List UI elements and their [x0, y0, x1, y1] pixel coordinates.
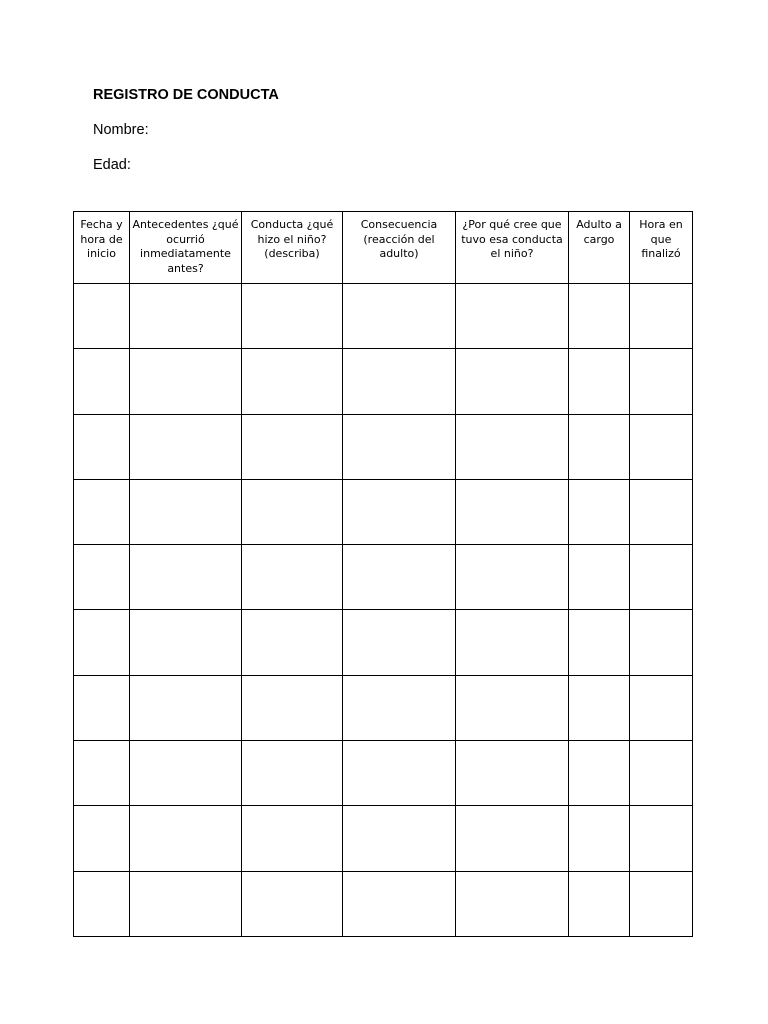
- table-cell: [130, 741, 242, 806]
- table-row: [74, 284, 693, 349]
- table-cell: [630, 741, 693, 806]
- table-cell: [630, 479, 693, 544]
- table-cell: [242, 414, 343, 479]
- table-row: [74, 349, 693, 414]
- table-row: [74, 545, 693, 610]
- table-cell: [74, 806, 130, 871]
- header-hora-finalizo: Hora en que finalizó: [630, 212, 693, 284]
- table-cell: [456, 479, 569, 544]
- table-row: [74, 479, 693, 544]
- table-cell: [456, 284, 569, 349]
- table-row: [74, 675, 693, 740]
- table-cell: [242, 545, 343, 610]
- table-row: [74, 741, 693, 806]
- table-cell: [343, 414, 456, 479]
- table-cell: [74, 610, 130, 675]
- table-cell: [74, 545, 130, 610]
- table-cell: [630, 871, 693, 936]
- table-cell: [343, 806, 456, 871]
- header-row: [74, 212, 693, 284]
- table-cell: [569, 806, 630, 871]
- header-fecha-hora-inicio: Fecha y hora de inicio: [74, 212, 130, 284]
- table-cell: [74, 414, 130, 479]
- table-cell: [343, 675, 456, 740]
- table-cell: [343, 479, 456, 544]
- table-cell: [74, 741, 130, 806]
- table-cell: [569, 871, 630, 936]
- table-cell: [242, 610, 343, 675]
- table-cell: [74, 675, 130, 740]
- behavior-record-table: [73, 211, 693, 937]
- table-cell: [130, 675, 242, 740]
- header-por-que: ¿Por qué cree que tuvo esa conducta el niño?: [456, 212, 569, 284]
- header-antecedentes: Antecedentes ¿qué ocurrió inmediatamente antes?: [130, 212, 242, 284]
- table-row: [74, 414, 693, 479]
- table-cell: [74, 349, 130, 414]
- table-cell: [456, 871, 569, 936]
- table-cell: [242, 871, 343, 936]
- table-cell: [343, 871, 456, 936]
- table-cell: [456, 741, 569, 806]
- table-cell: [630, 414, 693, 479]
- table-cell: [630, 675, 693, 740]
- header-consecuencia: Consecuencia (reacción del adulto): [343, 212, 456, 284]
- table-cell: [343, 610, 456, 675]
- header-conducta: Conducta ¿qué hizo el niño? (describa): [242, 212, 343, 284]
- table-cell: [343, 349, 456, 414]
- table-row: [74, 871, 693, 936]
- table-row: [74, 806, 693, 871]
- table-cell: [569, 741, 630, 806]
- table-cell: [343, 284, 456, 349]
- table-cell: [343, 741, 456, 806]
- table-cell: [630, 610, 693, 675]
- table-cell: [456, 806, 569, 871]
- table-cell: [456, 545, 569, 610]
- table-cell: [242, 349, 343, 414]
- table-cell: [343, 545, 456, 610]
- table-cell: [130, 610, 242, 675]
- table-cell: [242, 284, 343, 349]
- table-cell: [456, 610, 569, 675]
- table-cell: [130, 284, 242, 349]
- table-cell: [242, 741, 343, 806]
- table-cell: [630, 284, 693, 349]
- nombre-label: Nombre:: [93, 122, 149, 138]
- edad-label: Edad:: [93, 157, 131, 173]
- table-cell: [74, 284, 130, 349]
- table-cell: [630, 806, 693, 871]
- table-cell: [569, 545, 630, 610]
- table-cell: [569, 675, 630, 740]
- table-cell: [456, 349, 569, 414]
- header-adulto-a-cargo: Adulto a cargo: [569, 212, 630, 284]
- table-cell: [130, 349, 242, 414]
- table-cell: [74, 479, 130, 544]
- table-row: [74, 610, 693, 675]
- document-title: REGISTRO DE CONDUCTA: [93, 87, 279, 103]
- table-cell: [242, 479, 343, 544]
- table-cell: [130, 806, 242, 871]
- table-cell: [630, 545, 693, 610]
- table-cell: [130, 414, 242, 479]
- table-cell: [242, 675, 343, 740]
- table-cell: [569, 479, 630, 544]
- table-cell: [569, 349, 630, 414]
- table-cell: [456, 414, 569, 479]
- table-cell: [630, 349, 693, 414]
- table-cell: [242, 806, 343, 871]
- table-cell: [74, 871, 130, 936]
- table-cell: [130, 479, 242, 544]
- table-cell: [569, 610, 630, 675]
- table-cell: [569, 414, 630, 479]
- table-cell: [130, 871, 242, 936]
- table-cell: [569, 284, 630, 349]
- table-cell: [130, 545, 242, 610]
- table-cell: [456, 675, 569, 740]
